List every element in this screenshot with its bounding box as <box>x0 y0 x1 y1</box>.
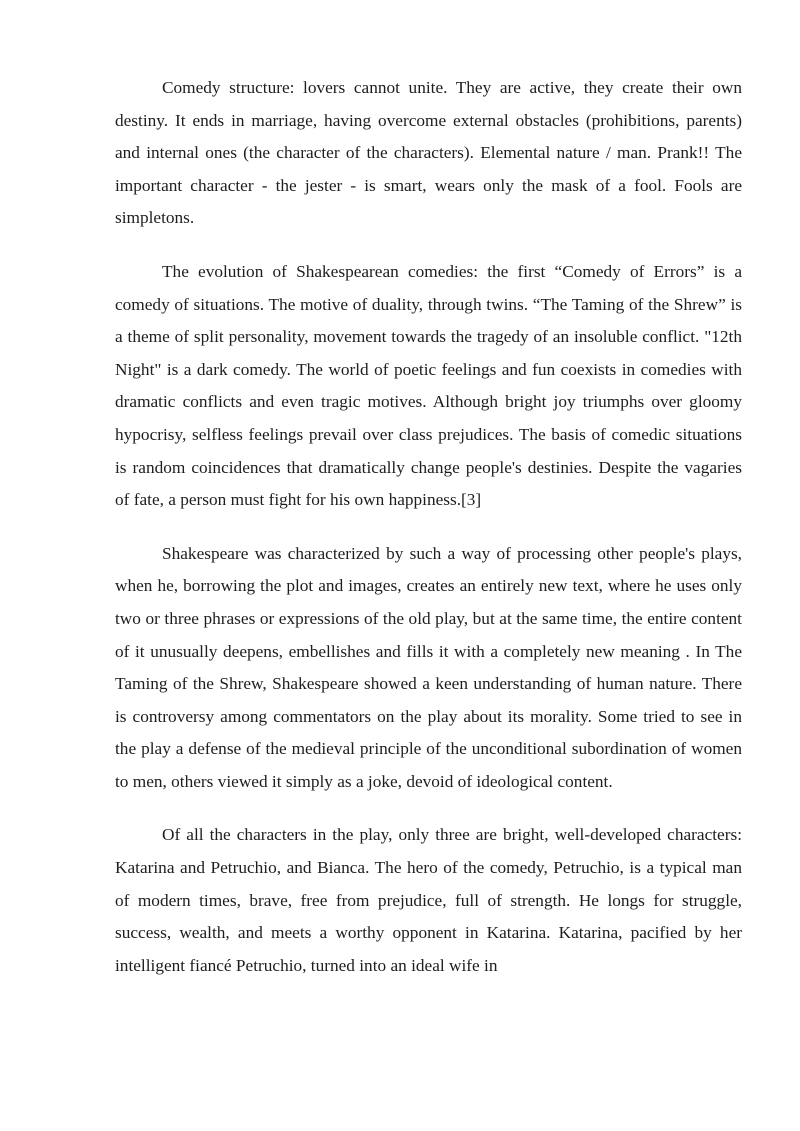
paragraph-comedy-structure: Comedy structure: lovers cannot unite. They are active, they create their own destiny. It ends in marriage, having overcome external obstacles (prohibitions, parents) and internal ones (the character of the characters). Elemental nature / man. Prank!! The important character - the jester - is smart, wears only the mask of a fool. Fools are simpletons. <box>115 78 742 228</box>
paragraph-processing-plays: Shakespeare was characterized by such a way of processing other people's plays, when he, borrowing the plot and images, creates an entirely new text, where he uses only two or three phrases or expressions of the old play, but at the same time, the entire content of it unusually deepens, embellishes and fills it with a completely new meaning . In The Taming of the Shrew, Shakespeare showed a keen understanding of human nature. There is controversy among commentators on the play about its morality. Some tried to see in the play a defense of the medieval principle of the unconditional subordination of women to men, others viewed it simply as a joke, devoid of ideological content. <box>115 543 742 791</box>
paragraph-characters: Of all the characters in the play, only three are bright, well-developed characters: Katarina and Petruchio, and Bianca. The hero of the comedy, Petruchio, is a typical man of modern times, brave, free from prejudice, full of strength. He longs for struggle, success, wealth, and meets a worthy opponent in Katarina. Katarina, pacified by her intelligent fiancé Petruchio, turned into an ideal wife in <box>115 825 742 975</box>
paragraph-evolution-of-comedies: The evolution of Shakespearean comedies: the first “Comedy of Errors” is a comedy of situations. The motive of duality, through twins. “The Taming of the Shrew” is a theme of split personality, movement towards the tragedy of an insoluble conflict. "12th Night" is a dark comedy. The world of poetic feelings and fun coexists in comedies with dramatic conflicts and even tragic motives. Although bright joy triumphs over gloomy hypocrisy, selfless feelings prevail over class prejudices. The basis of comedic situations is random coincidences that dramatically change people's destinies. Despite the vagaries of fate, a person must fight for his own happiness.[3] <box>115 261 742 510</box>
document-body <box>115 72 742 1003</box>
